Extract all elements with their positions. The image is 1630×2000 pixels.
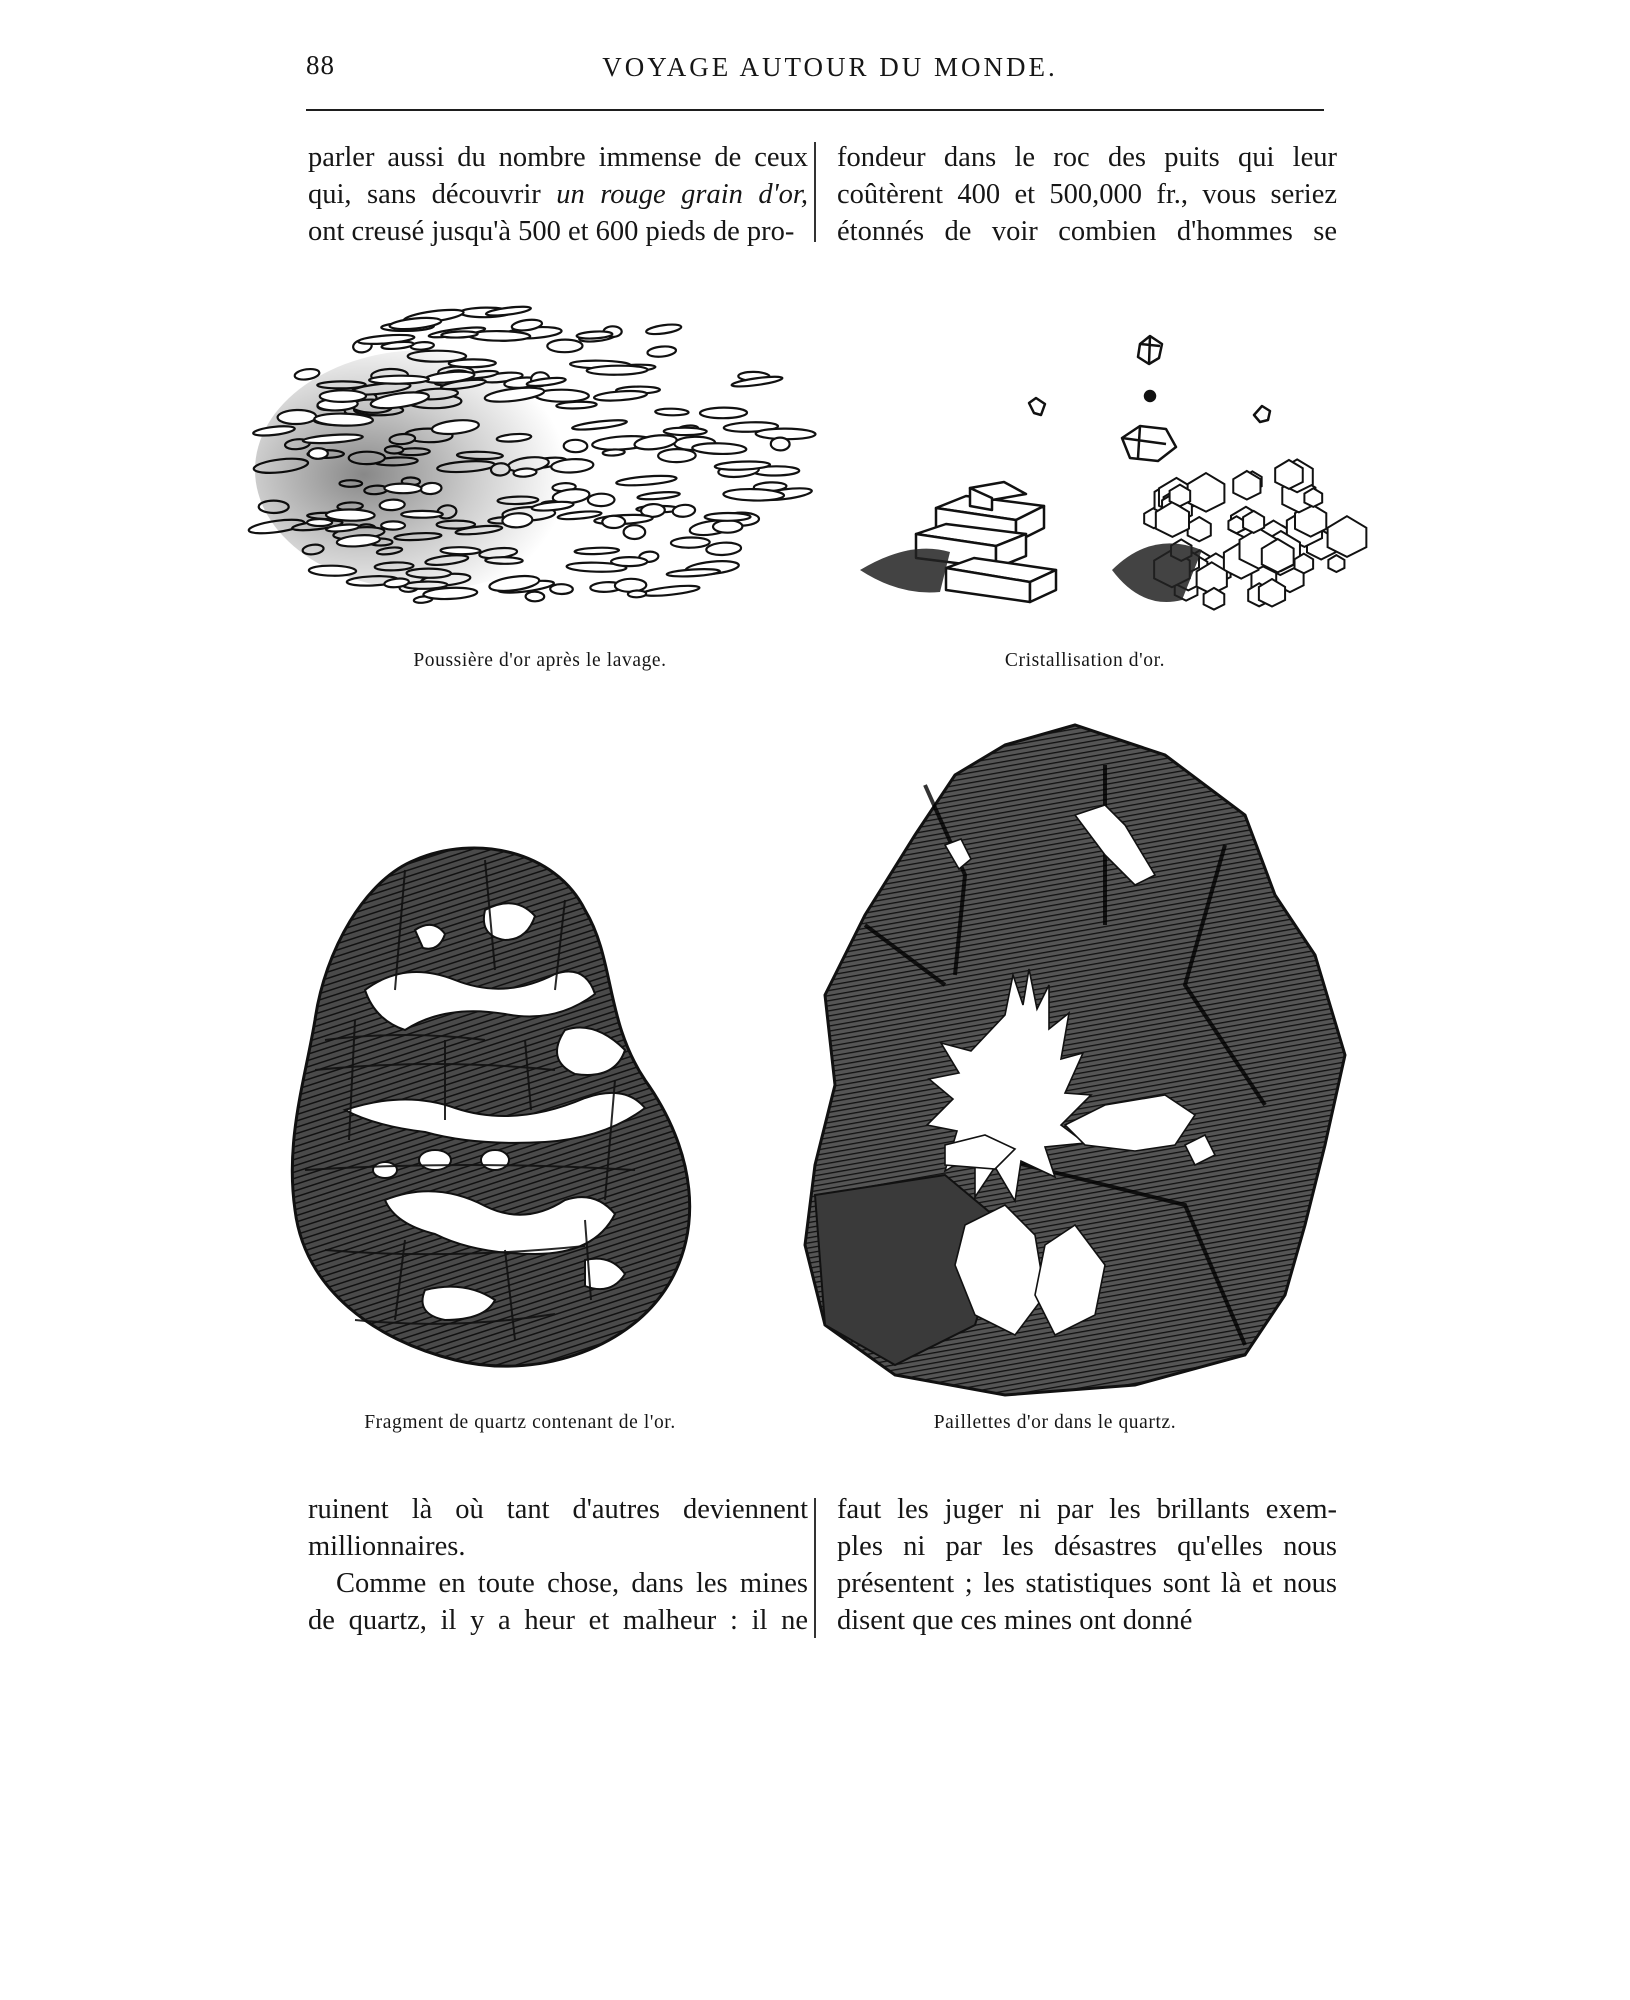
dust-flake: [602, 516, 625, 528]
running-title: VOYAGE AUTOUR DU MONDE.: [602, 52, 1058, 82]
dust-flake: [713, 520, 743, 533]
crystal-facet: [1204, 588, 1225, 610]
text-line: coûtèrent 400 et 500,000 fr., vous seriez: [837, 179, 1337, 210]
dust-flake: [449, 359, 496, 367]
text-line: fondeur dans le roc des puits qui leur: [837, 142, 1337, 173]
page-number: 88: [306, 50, 335, 80]
dust-flake: [611, 557, 647, 566]
dust-flake: [587, 365, 648, 375]
crystal-facet: [1328, 516, 1367, 557]
text-line: ont creusé jusqu'à 500 et 600 pieds de pro-: [308, 216, 795, 247]
dust-flake: [642, 584, 700, 598]
text-line: disent que ces mines ont donné: [837, 1605, 1193, 1636]
text-line: [308, 176, 808, 213]
dust-flake: [309, 565, 356, 576]
dust-flake: [379, 499, 405, 511]
text-line: Comme en toute chose, dans les mines: [336, 1568, 808, 1599]
dust-flake: [513, 468, 536, 477]
crystal-facet: [1328, 555, 1344, 572]
dust-flake: [314, 413, 373, 426]
crystal-facet: [1295, 554, 1314, 574]
dust-flake: [628, 590, 646, 597]
top-right-column: [837, 139, 1337, 250]
dust-flake: [603, 449, 625, 456]
text-line: de quartz, il y a heur et malheur : il ne: [308, 1605, 808, 1636]
crystal-facet: [1170, 485, 1191, 507]
dust-flake: [420, 482, 442, 495]
header-rule: [306, 109, 1324, 111]
dust-flake: [594, 390, 647, 403]
text-line: faut les juger ni par les brillants exem-: [837, 1494, 1337, 1525]
dust-flake: [369, 375, 429, 384]
gold-crystal-illustration: [850, 320, 1390, 640]
text-line: parler aussi du nombre immense de ceux: [308, 142, 808, 173]
dust-flake: [502, 512, 533, 528]
bottom-right-column: [837, 1491, 1337, 1639]
dust-flake: [647, 345, 676, 358]
bottom-left-column: [308, 1491, 808, 1639]
text-line: millionnaires.: [308, 1531, 466, 1562]
dust-flake: [624, 525, 646, 539]
dust-flake: [575, 547, 620, 555]
dust-flake: [381, 521, 405, 529]
dust-flake: [277, 410, 316, 425]
caption-quartz-fragment: Fragment de quartz contenant de l'or.: [364, 1412, 676, 1433]
dust-flake: [771, 437, 790, 450]
dust-flake: [671, 537, 710, 548]
top-left-column: [308, 139, 808, 250]
quartz-fragment-illustration: [285, 840, 705, 1380]
dust-flake: [547, 339, 582, 352]
dust-flake: [384, 483, 421, 493]
gold-flakes-illustration: [805, 725, 1355, 1395]
crystal-facet: [1243, 511, 1264, 533]
dust-flake: [667, 568, 720, 578]
dust-flake: [700, 407, 747, 418]
column-rule: [814, 1498, 816, 1638]
dust-flake: [616, 474, 677, 487]
dust-flake: [664, 428, 707, 436]
text-line: présentent ; les statistiques sont là et nous: [837, 1568, 1337, 1599]
dust-flake: [441, 331, 478, 338]
dust-flake: [307, 519, 332, 526]
dust-flake: [525, 591, 544, 601]
text-fragment: qui, sans découvrir: [308, 179, 557, 210]
crystal-facet: [1188, 517, 1211, 541]
dust-flake: [440, 547, 480, 555]
dust-flake: [723, 488, 784, 501]
text-line: étonnés de voir combien d'hommes se: [837, 216, 1337, 247]
dust-flake: [705, 513, 751, 521]
dust-flake: [588, 493, 615, 506]
dust-flake: [655, 408, 689, 415]
dust-flake: [646, 323, 682, 336]
caption-gold-flakes: Paillettes d'or dans le quartz.: [933, 1412, 1177, 1433]
text-line: ruinent là où tant d'autres deviennent: [308, 1494, 808, 1525]
dust-flake: [326, 509, 375, 521]
column-rule: [814, 142, 816, 242]
caption-gold-dust: Poussière d'or après le lavage.: [413, 650, 667, 671]
text-line: ples ni par les désastres qu'elles nous: [837, 1531, 1337, 1562]
italic-phrase: un rouge grain d'or,: [556, 179, 808, 210]
dust-flake: [320, 390, 366, 402]
dust-flake: [706, 542, 741, 556]
crystal-facet: [1304, 488, 1322, 507]
crystal-facet: [1188, 473, 1225, 512]
gold-dust-illustration: [250, 290, 810, 640]
dust-flake: [401, 511, 443, 518]
dust-flake: [309, 448, 328, 459]
dust-flake: [692, 443, 746, 455]
dust-flake: [550, 584, 573, 594]
dust-flake: [637, 491, 680, 501]
caption-gold-crystal: Cristallisation d'or.: [1004, 650, 1166, 671]
dust-flake: [389, 316, 442, 331]
